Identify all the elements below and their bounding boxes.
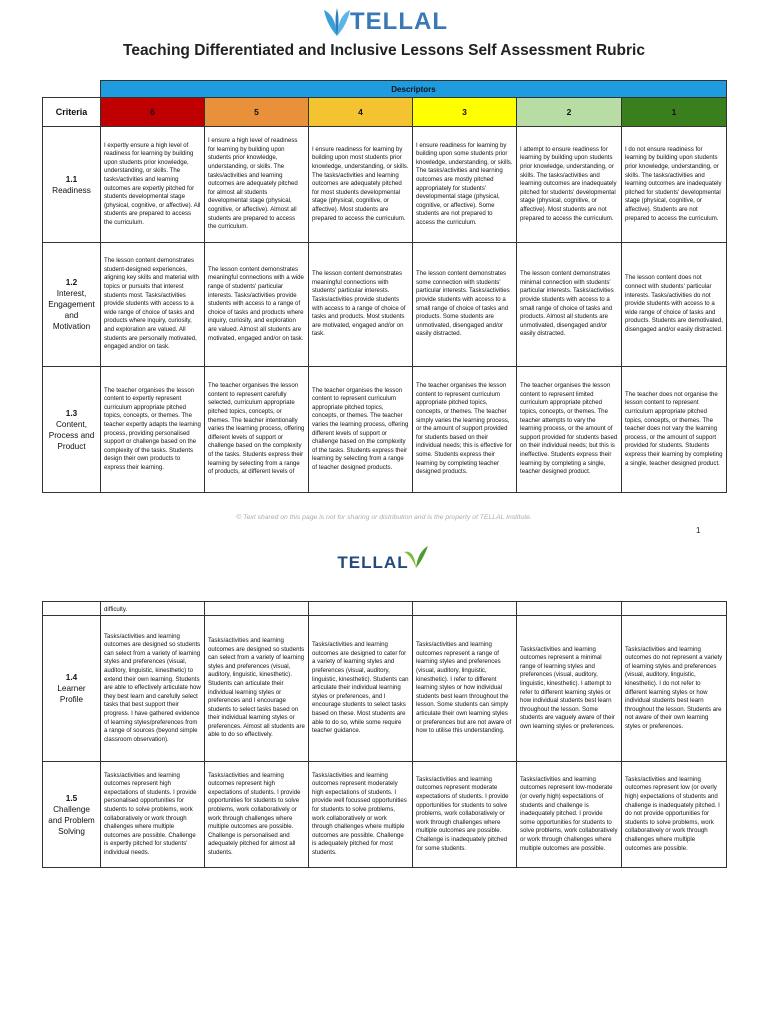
descriptor-cell: I ensure a high level of readiness for learning by building upon students prior knowledge, understanding, or skills. The tasks/activities and learning outcomes are adequately pitched for almost all students developmental stage (physical, cognitive, or affective). Almost all students are prepared to access the curriculum. — [205, 127, 309, 243]
score-4-header: 4 — [309, 98, 413, 127]
descriptor-cell: Tasks/activities and learning outcomes represent a minimal range of learning styles and preferences (visual, auditory, linguistic, kinesthetic). I attempt to refer to different learning styles or how individual students best learn throughout the lesson. Some students are vaguely aware of their own learning styles or preferences. — [517, 616, 622, 762]
descriptor-cell: Tasks/activities and learning outcomes are designed to cater for a variety of learning styles and preferences (visual, auditory, linguistic, kinesthetic). Students can articulate their individual learning styles or preferences, and I encourage students to select tasks based on these. Most students are able to do so, while some require teacher guidance. — [309, 616, 413, 762]
descriptor-cell: The lesson content demonstrates meaningful connections with students' particular interests. Tasks/activities provide students with access to a range of choice of tasks and products. Most students are motivated, engaged and/or on task. — [309, 243, 413, 367]
descriptor-cell: The lesson content demonstrates some connection with students' particular interests. Tasks/activities provide students with access to a small range of choice of tasks and products. Some students are unmotivated, disengaged and/or easily distracted. — [413, 243, 517, 367]
descriptor-cell: The lesson content demonstrates student-designed experiences, aligning key skills and material with topics or pursuits that interest students most. Tasks/activities provide students with access to a wide range of choice of tasks and products where inquiry, curiosity, and exploration are valued. All students are personally motivated, engaged and/or on task. — [101, 243, 205, 367]
table-row — [43, 602, 727, 616]
descriptor-cell: I ensure readiness for learning by building upon some students prior knowledge, understanding, or skills. The tasks/activities and learning outcomes are mostly pitched appropriately for students' developmental stage (physical, cognitive, or affective). Some students are not prepared to access the curriculum. — [413, 127, 517, 243]
descriptor-cell: I ensure readiness for learning by building upon most students prior knowledge, understanding, or skills. The tasks/activities and learning outcomes are adequately pitched for most students developmental stage (physical, cognitive, or affective). Most students are prepared to access the curriculum. — [309, 127, 413, 243]
table-row — [43, 762, 727, 868]
descriptor-cell: The teacher organises the lesson content to expertly represent curriculum appropriate pitched topics, concepts, or themes. The teacher expertly adapts the learning process, providing personalised support or challenge based on the complexity of the tasks. Students design their own products to express their learning. — [101, 367, 205, 493]
corner-blank — [43, 81, 101, 98]
page-number: 1 — [696, 526, 701, 535]
blank-cell — [309, 602, 413, 616]
blank-cell — [205, 602, 309, 616]
rubric-table-continued — [42, 601, 727, 868]
descriptor-cell: I do not ensure readiness for learning by building upon students prior knowledge, understanding, or skills. The tasks/activities and learning outcomes are inadequately pitched for students' developmental stage (physical, cognitive, or affective). Students are not prepared to access the curriculum. — [622, 127, 727, 243]
table-row — [43, 616, 727, 762]
descriptor-cell: Tasks/activities and learning outcomes represent moderate expectations of students. I provide opportunities for students to solve problems, work collaboratively or work through challenges where multiple outcomes are possible. Challenge is inadequately pitched for some students. — [413, 762, 517, 868]
tellal-logo-page2 — [0, 546, 768, 580]
descriptor-cell: Tasks/activities and learning outcomes represent low (or overly high) expectations of students and challenge is inadequately pitched. I do not provide opportunities for students to solve problems, work collaboratively or work through challenges where multiple outcomes are possible. — [622, 762, 727, 868]
copyright-note: © Text shared on this page is not for sharing or distribution and is the property of TELLAL Institute. — [236, 514, 532, 521]
blank-cell — [413, 602, 517, 616]
descriptor-cell: The teacher organises the lesson content to represent limited curriculum appropriate pitched topics, concepts, or themes. The teacher attempts to vary the learning process, or the amount of support provided for students based on their individual needs; but this is ineffective. Students express their learning by completing a single, teacher designed product. — [517, 367, 622, 493]
brand-name-page2: TELLAL — [337, 553, 409, 572]
descriptor-cell: Tasks/activities and learning outcomes represent high expectations of students. I provide opportunities for students to solve problems, work collaboratively or work through challenges where multiple outcomes are possible. Challenge is personalised and adequately pitched for almost all students. — [205, 762, 309, 868]
blank-cell — [622, 602, 727, 616]
score-2-header: 2 — [517, 98, 622, 127]
criterion-challenge: 1.5 Challenge and Problem Solving — [43, 762, 101, 868]
blank-cell — [43, 602, 101, 616]
descriptor-cell: The teacher organises the lesson content to represent carefully selected, curriculum appropriate pitched topics, concepts, or themes. The teacher intentionally varies the learning process, offering different levels of support or challenge based on the complexity of the tasks. Students express their learning by selecting from a range of products, at different levels of — [205, 367, 309, 493]
descriptor-cell: Tasks/activities and learning outcomes do not represent a variety of learning styles and preferences (visual, auditory, linguistic, kinesthetic). I do not refer to different learning styles or how individual students best learn throughout the lesson. Students are not aware of their own learning styles or preferences. — [622, 616, 727, 762]
continuation-cell: difficulty. — [101, 602, 205, 616]
score-5-header: 5 — [205, 98, 309, 127]
descriptor-cell: Tasks/activities and learning outcomes represent moderately high expectations of students. I provide well focussed opportunities for students to solve problems, work collaboratively or work through challenges where multiple outcomes are possible. Challenge is adequately pitched for most students. — [309, 762, 413, 868]
descriptor-cell: Tasks/activities and learning outcomes represent a range of learning styles and preferences (visual, auditory, linguistic, kinesthetic). I refer to different learning styles or how individual students best learn throughout the lesson. Some students can simply articulate their own learning styles or preferences but are not aware of how to utilise this understanding. — [413, 616, 517, 762]
table-row — [43, 127, 727, 243]
tellal-leaf-icon — [320, 6, 354, 38]
criterion-content: 1.3 Content, Process and Product — [43, 367, 101, 493]
table-row — [43, 367, 727, 493]
rubric-table — [42, 80, 727, 493]
descriptors-header: Descriptors — [101, 81, 727, 98]
criterion-learner-profile: 1.4 Learner Profile — [43, 616, 101, 762]
descriptor-cell: I attempt to ensure readiness for learning by building upon students prior knowledge, understanding, or skills. The tasks/activities and learning outcomes are inadequately pitched for students' developmental stage (physical, cognitive, or affective). Most students are not prepared to access the curriculum. — [517, 127, 622, 243]
score-6-header: 6 — [101, 98, 205, 127]
score-1-header: 1 — [622, 98, 727, 127]
criterion-readiness: 1.1 Readiness — [43, 127, 101, 243]
descriptor-cell: Tasks/activities and learning outcomes represent low-moderate (or overly high) expectations of students and challenge is inadequately pitched. I provide some opportunities for students to solve problems, work collaboratively or work through challenges where multiple outcomes are possible. — [517, 762, 622, 868]
descriptor-cell: Tasks/activities and learning outcomes are designed so students can select from a variety of learning styles and preferences (visual, auditory, linguistic, kinesthetic) to extend their own learning. Students are able to effectively articulate how they best learn and carefully select tasks that best support their progress. I have gathered evidence of learning styles/preferences from a range of sources (beyond simple classroom observation). — [101, 616, 205, 762]
page-title: Teaching Differentiated and Inclusive Lessons Self Assessment Rubric — [123, 42, 645, 59]
descriptor-cell: Tasks/activities and learning outcomes are designed so students can select from a variety of learning styles and preferences (visual, auditory, linguistic, kinesthetic). Students can articulate their individual learning styles or preferences and I encourage students to select tasks based on their individual learning styles or preferences. Almost all students are able to do so effectively. — [205, 616, 309, 762]
descriptor-cell: The lesson content demonstrates minimal connection with students' particular interests. Tasks/activities provide students with access to a small range of choice of tasks and products. Almost all students are unmotivated, disengaged and/or easily distracted. — [517, 243, 622, 367]
tellal-logo — [0, 4, 768, 40]
descriptor-cell: I expertly ensure a high level of readiness for learning by building upon students prior knowledge, understanding, or skills. The tasks/activities and learning outcomes are expertly pitched for students developmental stage (physical, cognitive, or affective). All students are prepared to access the curriculum. — [101, 127, 205, 243]
descriptor-cell: The teacher does not organise the lesson content to represent curriculum appropriate pitched topics, concepts, or themes. The teacher does not vary the learning process, or the amount of support provided for students. Students express their learning by completing a single, teacher designed product. — [622, 367, 727, 493]
blank-cell — [517, 602, 622, 616]
criteria-header: Criteria — [43, 98, 101, 127]
descriptor-cell: Tasks/activities and learning outcomes represent high expectations of students. I provide personalised opportunities for students to solve problems, work collaboratively or work through challenges where multiple outcomes are possible. Challenge is expertly pitched for students' individual needs. — [101, 762, 205, 868]
score-3-header: 3 — [413, 98, 517, 127]
table-row — [43, 243, 727, 367]
descriptor-cell: The teacher organises the lesson content to represent curriculum appropriate pitched topics, concepts, or themes. The teacher varies the learning process, offering different levels of support or challenge based on the complexity of the tasks. Students express their learning by selecting from a range of teacher designed products. — [309, 367, 413, 493]
descriptor-cell: The teacher organises the lesson content to represent curriculum appropriate pitched topics, concepts, or themes. The teacher simply varies the learning process, or the amount of support provided for students based on their individual needs; this is effective for some. Students express their learning by completing teacher designed products. — [413, 367, 517, 493]
descriptor-cell: The lesson content does not connect with students' particular interests. Tasks/activities do not provide students with access to a wide range of choice of tasks and products. Students are demotivated, disengaged and/or easily distracted. — [622, 243, 727, 367]
descriptor-cell: The lesson content demonstrates meaningful connections with a wide range of students' particular interests. Tasks/activities provide students with access to a range of choice of tasks and products where inquiry, curiosity, and exploration are valued. Almost all students are motivated, engaged and/or on task. — [205, 243, 309, 367]
sprout-icon — [403, 540, 429, 570]
brand-name: TELLAL — [350, 8, 448, 35]
criterion-interest: 1.2 Interest, Engagement and Motivation — [43, 243, 101, 367]
